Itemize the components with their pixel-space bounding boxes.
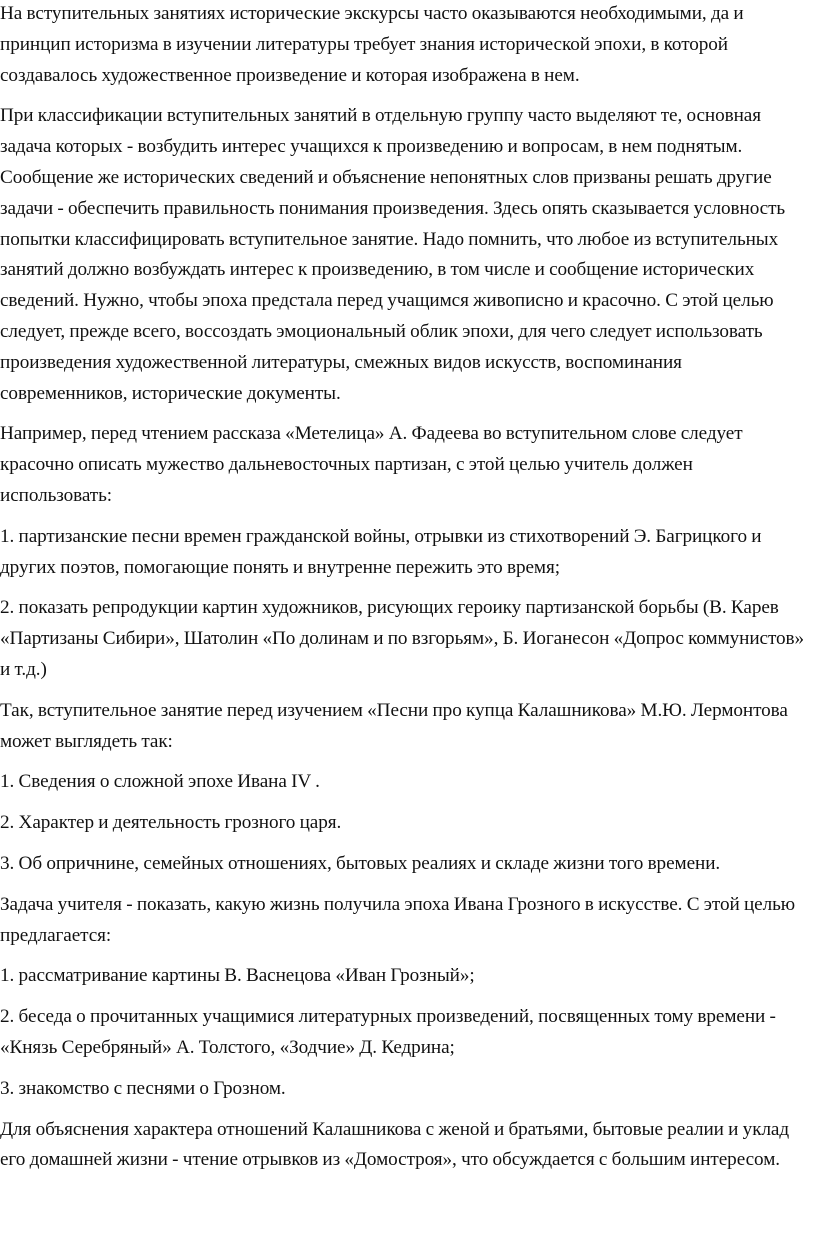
list-item-literature-discussion: 2. беседа о прочитанных учащимися литературных произведений, посвященных тому времени - «Князь Серебряный» А. Толстого, «Зодчие» Д. Кедрина; — [0, 1006, 776, 1058]
paragraph-classification: При классификации вступительных занятий в отдельную группу часто выделяют те, основная задача которых - возбудить интерес учащихся к произведению и вопросам, в нем поднятым. Сообщение же исторических сведений и объяснение непонятных слов призваны решать другие задачи - обеспечить правильность понимания произведения. Здесь опять сказывается условность попытки классифицировать вступительное занятие. Надо помнить, что любое из вступительных занятий должно возбуждать интерес к произведению, в том числе и сообщение исторических сведений. Нужно, чтобы эпоха предстала перед учащимся живописно и красочно. С этой целью следует, прежде всего, воссоздать эмоциональный облик эпохи, для чего следует использовать произведения художественной литературы, смежных видов искусств, воспоминания современников, исторические документы. — [0, 105, 786, 404]
paragraph-metelitsa-example: Например, перед чтением рассказа «Метелица» А. Фадеева во вступительном слове следует красочно описать мужество дальневосточных партизан, с этой целью учитель должен использовать: — [0, 423, 743, 506]
list-item-tsar-character: 2. Характер и деятельность грозного царя. — [0, 812, 342, 834]
paragraph-historical-excursions: На вступительных занятиях исторические экскурсы часто оказываются необходимыми, да и принцип историзма в изучении литературы требует знания исторической эпохи, в которой создавалось художественное произведение и которая изображена в нем. — [0, 3, 744, 86]
list-item-songs-about-grozny: 3. знакомство с песнями о Грозном. — [0, 1077, 286, 1099]
list-item-vasnetsov-painting: 1. рассматривание картины В. Васнецова «Иван Грозный»; — [0, 965, 475, 987]
list-item-oprichnina: 3. Об опричнине, семейных отношениях, бытовых реалиях и складе жизни того времени. — [0, 852, 721, 874]
paragraph-teacher-task: Задача учителя - показать, какую жизнь получила эпоха Ивана Грозного в искусстве. С этой целью предлагается: — [0, 893, 796, 946]
paragraph-domostroy: Для объяснения характера отношений Калашникова с женой и братьями, бытовые реалии и уклад его домашней жизни - чтение отрывков из «Домостроя», что обсуждается с большим интересом. — [0, 1118, 790, 1171]
paragraph-kalashnikov-intro: Так, вступительное занятие перед изучением «Песни про купца Калашникова» М.Ю. Лермонтова может выглядеть так: — [0, 699, 788, 752]
list-item-ivan-epoch: 1. Сведения о сложной эпохе Ивана IV . — [0, 771, 320, 793]
list-item-partisan-songs: 1. партизанские песни времен гражданской войны, отрывки из стихотворений Э. Багрицкого и других поэтов, помогающие понять и внутренне пережить это время; — [0, 525, 762, 578]
list-item-reproductions: 2. показать репродукции картин художников, рисующих героику партизанской борьбы (В. Карев «Партизаны Сибири», Шатолин «По долинам и по взгорьям», Б. Иоганесон «Допрос коммунистов» и т.д.) — [0, 597, 805, 680]
